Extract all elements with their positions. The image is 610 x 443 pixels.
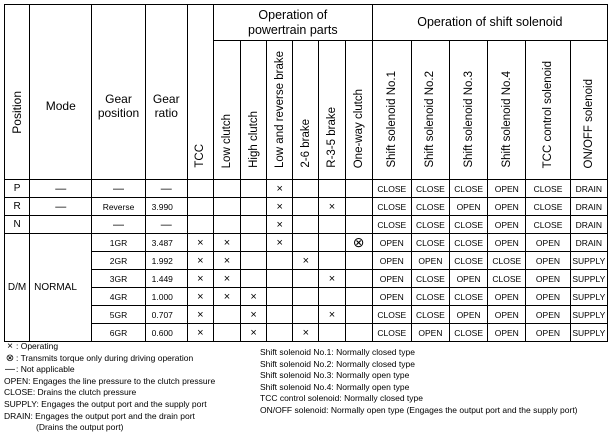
header-shift-solenoid-2: Shift solenoid No.2 [411,41,449,180]
header-r-3-5-brake: R-3-5 brake [319,41,345,180]
low-clutch-cell [213,216,240,234]
on-off-solenoid-cell: SUPPLY [570,252,607,270]
brake-r-3-5-cell [319,288,345,306]
one-way-clutch-cell [345,252,372,270]
tcc-control-solenoid-cell: OPEN [526,234,570,252]
shift-solenoid-3-cell: CLOSE [450,252,488,270]
one-way-clutch-cell [345,180,372,198]
high-clutch-cell [241,198,267,216]
solenoid-type-item: Shift solenoid No.2: Normally closed type [260,358,415,369]
header-gear-ratio: Gear ratio [145,5,187,180]
tcc-cell: × [187,288,213,306]
brake-r-3-5-cell [319,234,345,252]
on-off-solenoid-cell: SUPPLY [570,306,607,324]
brake-r-3-5-cell [319,216,345,234]
header-mode: Mode [30,5,92,180]
shift-solenoid-1-cell: CLOSE [372,324,411,342]
low-clutch-cell: × [213,270,240,288]
tcc-control-solenoid-cell: OPEN [526,270,570,288]
shift-solenoid-1-cell: CLOSE [372,306,411,324]
legend-text: SUPPLY: Engages the output port and the supply port [4,398,207,409]
header-tcc: TCC [187,5,213,180]
gear-ratio-cell: — [145,216,187,234]
shift-solenoid-4-cell: CLOSE [488,270,526,288]
header-powertrain-group: Operation of powertrain parts [213,5,372,41]
tcc-cell [187,180,213,198]
legend-text: DRAIN: Engages the output port and the drain port [4,410,195,421]
legend-text: OPEN: Engages the line pressure to the clutch pressure [4,375,216,386]
tcc-control-solenoid-cell: OPEN [526,324,570,342]
gear-ratio-cell: 3.990 [145,198,187,216]
on-off-solenoid-cell: DRAIN [570,180,607,198]
gear-ratio-cell: — [145,180,187,198]
legend-item [4,353,215,365]
gear-ratio-cell: 0.600 [145,324,187,342]
tcc-cell: × [187,234,213,252]
one-way-clutch-cell: ⊗ [345,234,372,252]
legend-symbols [4,341,215,434]
brake-r-3-5-cell [319,252,345,270]
low-clutch-cell [213,324,240,342]
gear-position-cell: 5GR [92,306,145,324]
legend-item [4,341,215,353]
position-cell: N [5,216,30,234]
tcc-cell: × [187,306,213,324]
table-row [5,198,608,216]
one-way-clutch-cell [345,198,372,216]
legend-item [4,376,215,388]
header-shift-solenoid-4: Shift solenoid No.4 [488,41,526,180]
tcc-control-solenoid-cell: OPEN [526,288,570,306]
brake-2-6-cell [293,180,319,198]
mode-cell: — [30,198,92,216]
shift-solenoid-2-cell: CLOSE [411,216,449,234]
shift-solenoid-3-cell: CLOSE [450,180,488,198]
table-row [5,288,608,306]
one-way-clutch-cell [345,306,372,324]
legend-text: : Transmits torque only during driving operation [16,352,194,363]
on-off-solenoid-cell: SUPPLY [570,288,607,306]
solenoid-type-item: TCC control solenoid: Normally closed type [260,393,423,404]
header-solenoid-group: Operation of shift solenoid [372,5,607,41]
high-clutch-cell [241,234,267,252]
shift-solenoid-2-cell: CLOSE [411,270,449,288]
header-low-reverse-brake: Low and reverse brake [267,41,293,180]
mode-cell-normal: NORMAL [30,234,92,342]
gear-ratio-cell: 1.449 [145,270,187,288]
low-reverse-brake-cell: × [267,198,293,216]
table-row [5,252,608,270]
shift-solenoid-4-cell: OPEN [488,306,526,324]
tcc-cell [187,216,213,234]
gear-position-cell: 3GR [92,270,145,288]
header-shift-solenoid-3: Shift solenoid No.3 [450,41,488,180]
brake-2-6-cell [293,306,319,324]
shift-solenoid-1-cell: CLOSE [372,216,411,234]
shift-solenoid-2-cell: CLOSE [411,180,449,198]
shift-solenoid-2-cell: CLOSE [411,306,449,324]
position-cell: P [5,180,30,198]
header-on-off-solenoid: ON/OFF solenoid [570,41,607,180]
shift-solenoid-1-cell: OPEN [372,288,411,306]
legend-text: : Operating [16,341,59,351]
gear-position-cell: 4GR [92,288,145,306]
shift-operation-table [4,4,608,342]
low-clutch-cell [213,180,240,198]
gear-position-cell: Reverse [92,198,145,216]
table-row [5,180,608,198]
gear-position-cell: 2GR [92,252,145,270]
legend-item [4,399,215,411]
legend-item [4,364,215,376]
high-clutch-cell [241,216,267,234]
shift-solenoid-2-cell: CLOSE [411,234,449,252]
shift-solenoid-4-cell: OPEN [488,216,526,234]
brake-r-3-5-cell: × [319,270,345,288]
low-clutch-cell [213,306,240,324]
low-clutch-cell: × [213,252,240,270]
shift-solenoid-3-cell: CLOSE [450,216,488,234]
brake-r-3-5-cell: × [319,198,345,216]
shift-solenoid-1-cell: OPEN [372,234,411,252]
header-gear-position: Gear position [92,5,145,180]
one-way-clutch-cell [345,324,372,342]
legend-symbol: ⊗ [5,352,15,364]
on-off-solenoid-cell: DRAIN [570,216,607,234]
low-clutch-cell: × [213,234,240,252]
brake-2-6-cell [293,234,319,252]
brake-r-3-5-cell: × [319,306,345,324]
shift-solenoid-2-cell: OPEN [411,252,449,270]
low-reverse-brake-cell: × [267,180,293,198]
brake-2-6-cell: × [293,252,319,270]
on-off-solenoid-cell: SUPPLY [570,270,607,288]
table-row [5,324,608,342]
shift-solenoid-4-cell: CLOSE [488,252,526,270]
shift-solenoid-3-cell: CLOSE [450,288,488,306]
brake-2-6-cell [293,198,319,216]
legend-symbol: — [5,364,15,376]
shift-solenoid-1-cell: OPEN [372,252,411,270]
high-clutch-cell: × [241,324,267,342]
tcc-cell: × [187,324,213,342]
shift-solenoid-3-cell: OPEN [450,198,488,216]
shift-solenoid-4-cell: OPEN [488,198,526,216]
solenoid-type-item: Shift solenoid No.1: Normally closed type [260,347,415,357]
on-off-solenoid-cell: DRAIN [570,234,607,252]
tcc-cell: × [187,252,213,270]
brake-r-3-5-cell [319,324,345,342]
high-clutch-cell: × [241,306,267,324]
shift-solenoid-4-cell: OPEN [488,288,526,306]
legend-item [4,387,215,399]
one-way-clutch-cell [345,288,372,306]
gear-ratio-cell: 3.487 [145,234,187,252]
legend-text: (Drains the output port) [36,422,124,433]
header-one-way-clutch: One-way clutch [345,41,372,180]
brake-r-3-5-cell [319,180,345,198]
shift-solenoid-1-cell: OPEN [372,270,411,288]
header-high-clutch: High clutch [241,41,267,180]
header-position: Position [5,5,30,180]
shift-solenoid-3-cell: OPEN [450,270,488,288]
one-way-clutch-cell [345,270,372,288]
shift-solenoid-4-cell: OPEN [488,234,526,252]
low-reverse-brake-cell [267,270,293,288]
tcc-control-solenoid-cell: CLOSE [526,198,570,216]
legend-symbol: × [7,341,13,352]
legend-solenoid-types [260,347,578,417]
low-reverse-brake-cell [267,306,293,324]
table-row [5,234,608,252]
brake-2-6-cell [293,288,319,306]
tcc-control-solenoid-cell: CLOSE [526,180,570,198]
legend-item [4,411,215,423]
brake-2-6-cell [293,216,319,234]
header-low-clutch: Low clutch [213,41,240,180]
shift-solenoid-1-cell: CLOSE [372,180,411,198]
tcc-control-solenoid-cell: OPEN [526,252,570,270]
shift-solenoid-2-cell: OPEN [411,324,449,342]
shift-solenoid-4-cell: OPEN [488,180,526,198]
table-row [5,216,608,234]
brake-2-6-cell [293,270,319,288]
gear-ratio-cell: 0.707 [145,306,187,324]
shift-solenoid-2-cell: CLOSE [411,288,449,306]
gear-ratio-cell: 1.992 [145,252,187,270]
tcc-cell [187,198,213,216]
shift-solenoid-3-cell: CLOSE [450,324,488,342]
low-reverse-brake-cell: × [267,234,293,252]
high-clutch-cell: × [241,288,267,306]
on-off-solenoid-cell: DRAIN [570,198,607,216]
tcc-control-solenoid-cell: OPEN [526,306,570,324]
header-tcc-control-solenoid: TCC control solenoid [526,41,570,180]
position-cell-dm: D/M [5,234,30,342]
legend-item [4,422,215,434]
shift-solenoid-3-cell: CLOSE [450,234,488,252]
solenoid-type-item: ON/OFF solenoid: Normally open type (Engages the output port and the supply port) [260,404,578,415]
legend-text: CLOSE: Drains the clutch pressure [4,387,137,398]
one-way-clutch-cell [345,216,372,234]
mode-cell [30,216,92,234]
shift-solenoid-2-cell: CLOSE [411,198,449,216]
high-clutch-cell [241,252,267,270]
on-off-solenoid-cell: SUPPLY [570,324,607,342]
header-shift-solenoid-1: Shift solenoid No.1 [372,41,411,180]
position-cell: R [5,198,30,216]
shift-solenoid-3-cell: OPEN [450,306,488,324]
low-reverse-brake-cell [267,252,293,270]
brake-2-6-cell: × [293,324,319,342]
low-reverse-brake-cell [267,324,293,342]
shift-solenoid-4-cell: OPEN [488,324,526,342]
mode-cell: — [30,180,92,198]
tcc-cell: × [187,270,213,288]
low-clutch-cell [213,198,240,216]
gear-position-cell: — [92,180,145,198]
high-clutch-cell [241,270,267,288]
header-2-6-brake: 2-6 brake [293,41,319,180]
gear-position-cell: 6GR [92,324,145,342]
gear-position-cell: — [92,216,145,234]
tcc-control-solenoid-cell: CLOSE [526,216,570,234]
legend-text: : Not applicable [16,364,75,375]
gear-ratio-cell: 1.000 [145,288,187,306]
solenoid-type-item: Shift solenoid No.4: Normally open type [260,381,410,392]
low-clutch-cell: × [213,288,240,306]
table-row [5,306,608,324]
high-clutch-cell [241,180,267,198]
solenoid-type-item: Shift solenoid No.3: Normally open type [260,370,410,381]
low-reverse-brake-cell: × [267,216,293,234]
gear-position-cell: 1GR [92,234,145,252]
low-reverse-brake-cell [267,288,293,306]
shift-solenoid-1-cell: CLOSE [372,198,411,216]
table-row [5,270,608,288]
